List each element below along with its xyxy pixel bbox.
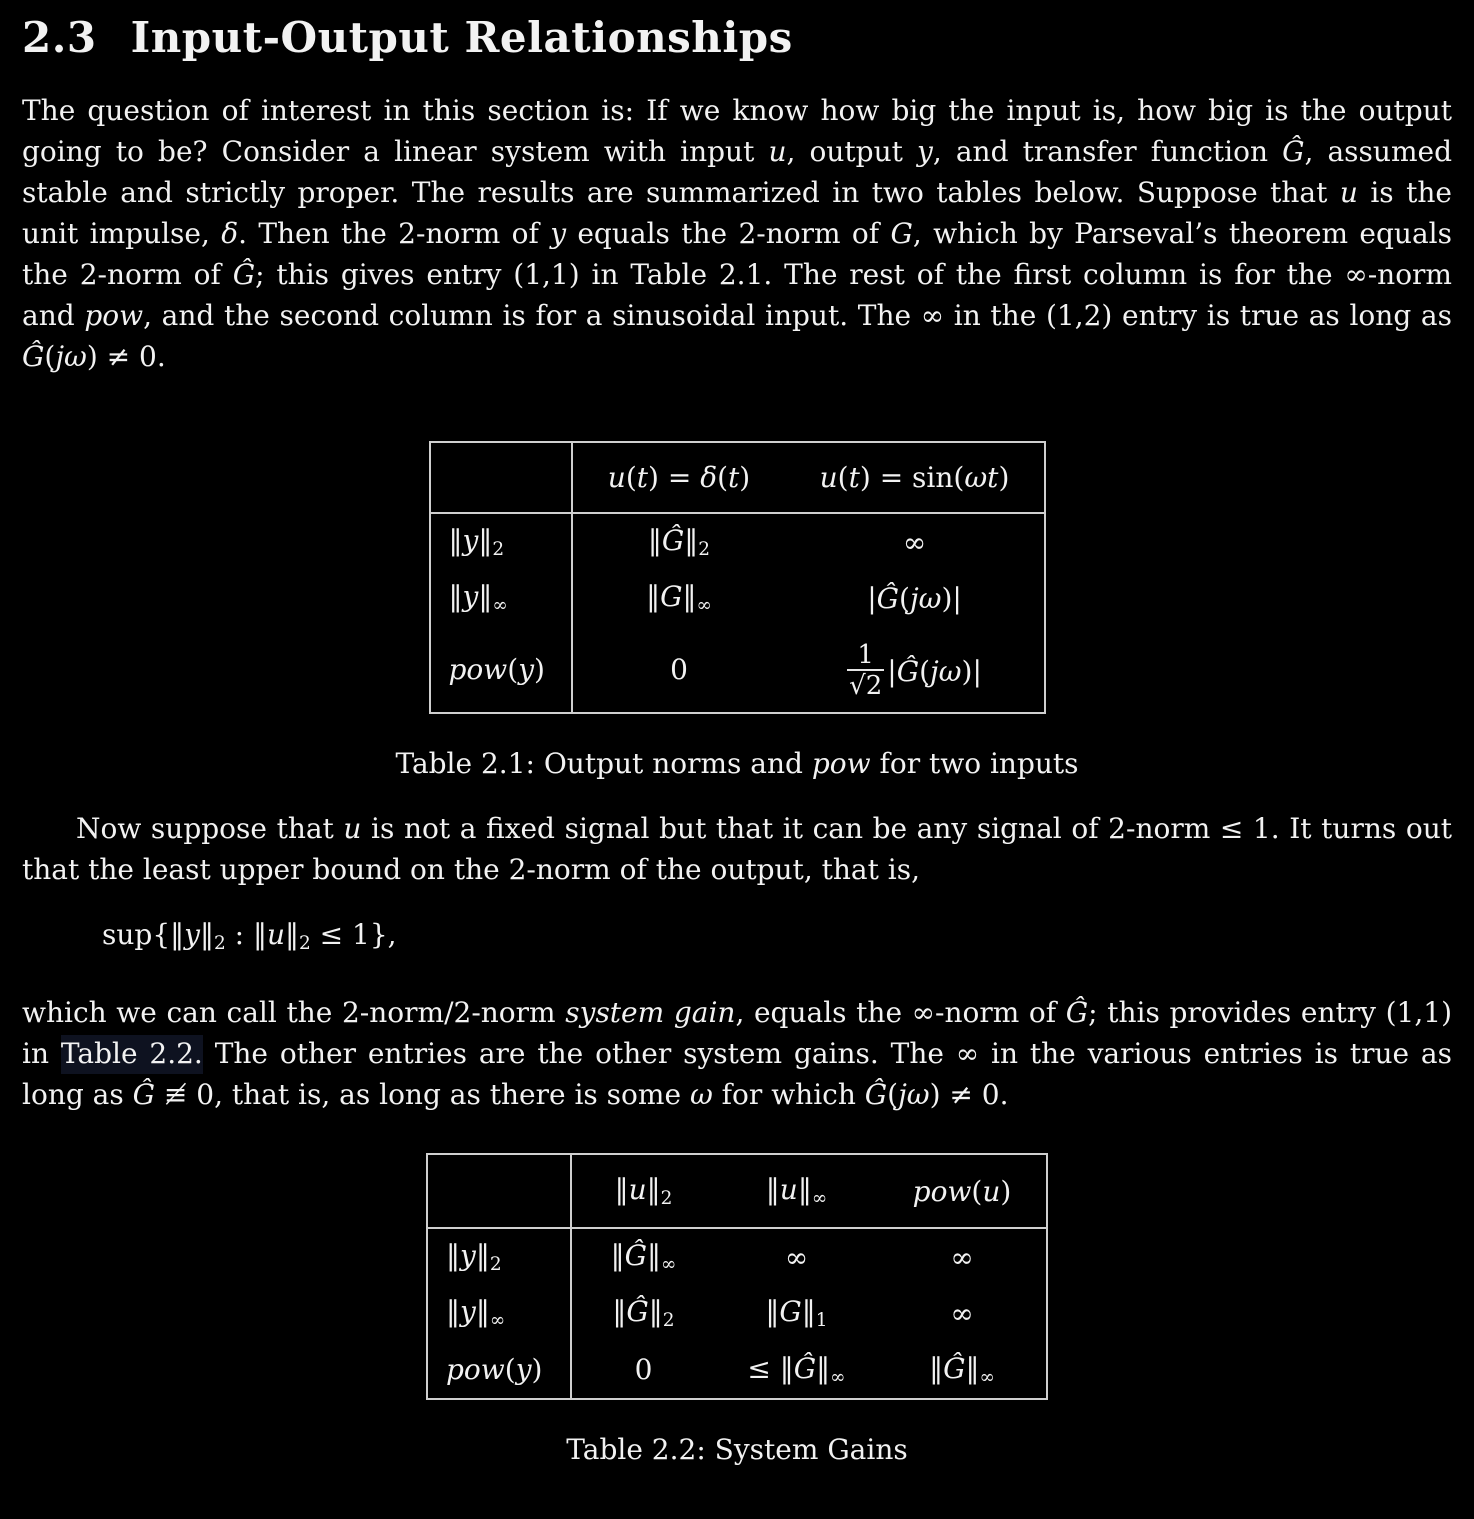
text-segment: t	[848, 461, 860, 495]
paragraph-3	[22, 992, 1452, 1115]
text-segment: ) = sin(	[859, 461, 965, 495]
text-segment: ≤ 1},	[310, 917, 397, 951]
text-segment: , and the second column is for a sinusoidal input. The ∞ in the (1,2) entry is true as long as	[143, 299, 1452, 333]
text-segment: , and transfer function	[932, 135, 1283, 169]
table-header-row	[427, 1154, 1047, 1228]
table-row	[430, 570, 1045, 626]
text-segment: u	[607, 461, 626, 495]
text-segment: 2	[662, 1310, 675, 1332]
text-segment: Now suppose that	[76, 811, 344, 845]
text-segment: ‖	[448, 580, 463, 614]
text-segment: ) ≠ 0.	[929, 1078, 1009, 1111]
text-segment: u	[779, 1173, 798, 1206]
text-segment: ∞	[784, 1240, 809, 1274]
text-segment: t	[728, 461, 740, 495]
table-cell	[786, 570, 1045, 626]
table-row	[427, 1285, 1047, 1341]
text-segment: ∞	[979, 1366, 995, 1388]
text-segment: Table 2.2.	[60, 1037, 203, 1070]
table-2-2-caption	[22, 1433, 1452, 1466]
table-2-1-wrapper	[22, 441, 1452, 714]
text-segment: ‖	[929, 1351, 944, 1385]
text-segment: )	[534, 652, 545, 686]
text-segment: 2	[492, 539, 505, 561]
table-cell	[878, 1342, 1047, 1399]
text-segment: jω	[909, 582, 942, 616]
text-segment: ‖	[285, 917, 300, 951]
text-segment: , equals the ∞-norm of	[735, 996, 1066, 1029]
row-label-cell	[430, 513, 572, 570]
text-segment: Table 2.2: System Gains	[566, 1432, 908, 1466]
column-header-cell	[572, 442, 786, 513]
table-cell	[571, 1342, 715, 1399]
text-segment: pow	[84, 299, 144, 333]
text-segment: )	[998, 461, 1010, 495]
text-segment: (	[504, 1353, 516, 1387]
text-segment: ‖	[765, 1295, 780, 1329]
text-segment: y	[462, 580, 479, 614]
fraction-numerator: 1	[857, 639, 874, 670]
text-segment: system gain	[565, 996, 736, 1029]
text-segment: Ĝ	[232, 258, 256, 292]
text-segment: ‖	[682, 580, 697, 614]
text-segment: ∞	[902, 525, 927, 559]
text-segment: y	[460, 1295, 476, 1329]
corner-cell	[427, 1154, 571, 1228]
text-segment: ‖	[797, 1173, 812, 1206]
text-segment: y	[184, 917, 200, 951]
column-header-cell	[715, 1154, 878, 1228]
text-segment: ∞	[950, 1296, 974, 1330]
text-segment: pow	[811, 746, 871, 780]
text-segment: ; this provides entry (1,1) in	[22, 996, 1453, 1070]
text-segment: Ĝ	[22, 340, 45, 374]
text-segment: (	[887, 1078, 899, 1111]
text-segment: G	[779, 1295, 802, 1329]
fraction-expression	[847, 639, 982, 702]
table-cell	[786, 513, 1045, 570]
table-cell	[571, 1285, 715, 1341]
text-segment: 1	[815, 1310, 828, 1332]
text-segment: ∞	[660, 1254, 677, 1276]
table-cell	[878, 1228, 1047, 1285]
text-segment: Ĝ	[943, 1351, 966, 1385]
fraction-rest	[887, 655, 982, 688]
text-segment: Ĝ	[132, 1078, 156, 1111]
table-cell	[572, 570, 786, 626]
fraction-denominator	[847, 669, 884, 702]
text-segment: jω	[898, 1078, 930, 1111]
text-segment: ‖	[446, 1239, 460, 1273]
row-label-cell	[430, 570, 572, 626]
column-header-cell	[571, 1154, 715, 1228]
table-cell	[715, 1285, 878, 1341]
text-segment: y	[917, 135, 933, 169]
text-segment: sup{	[102, 917, 171, 951]
text-segment: for two inputs	[870, 746, 1079, 780]
text-segment: ≢ 0, that is, as long as there is some	[155, 1078, 690, 1111]
text-segment: 2	[698, 539, 711, 561]
text-segment: ‖	[648, 1295, 663, 1329]
text-segment: u	[266, 917, 286, 951]
text-segment: Ĝ	[626, 1295, 649, 1329]
text-segment: Ĝ	[793, 1351, 817, 1385]
table-cell-fraction	[786, 627, 1045, 713]
text-segment: jω	[930, 655, 962, 689]
text-segment: :	[225, 917, 253, 951]
table-row	[430, 513, 1045, 570]
text-segment: Ĝ	[1282, 135, 1305, 169]
text-segment: y	[518, 652, 535, 686]
text-segment: ‖	[612, 1295, 627, 1329]
text-segment: ; this gives entry (1,1) in Table 2.1. The rest of the first column is for the ∞-norm and	[22, 258, 1452, 333]
text-segment: δ	[221, 217, 239, 251]
table-2-1	[429, 441, 1046, 714]
text-segment: (	[44, 340, 56, 374]
paragraph-2	[22, 808, 1452, 890]
text-segment: ‖	[446, 1295, 460, 1329]
display-equation	[102, 914, 1452, 964]
section-heading	[22, 14, 1452, 62]
text-segment: ‖	[816, 1351, 831, 1385]
text-segment: √	[849, 670, 866, 701]
text-segment: is not a fixed signal but that it can be any signal of 2-norm ≤ 1. It turns out that the least upper bound on the 2-norm of the output, that is,	[22, 811, 1452, 886]
text-segment: u	[768, 135, 787, 169]
text-segment: y	[515, 1353, 532, 1387]
text-segment: Table 2.1: Output norms and	[395, 746, 812, 780]
text-segment: Ĝ	[661, 524, 685, 558]
section-number: 2.3	[22, 13, 97, 62]
text-segment: )|	[941, 582, 962, 616]
text-segment: ∞	[830, 1366, 846, 1388]
text-segment: pow	[446, 1353, 505, 1387]
corner-cell	[430, 442, 572, 513]
text-segment: Ĝ	[876, 582, 899, 616]
text-segment: ‖	[965, 1351, 980, 1385]
text-segment: ‖	[475, 1239, 490, 1273]
text-segment: for which	[712, 1078, 865, 1111]
text-segment: ‖	[765, 1173, 780, 1206]
text-segment: ω	[689, 1078, 713, 1111]
text-segment: ‖	[448, 524, 463, 558]
text-segment: )|	[961, 655, 982, 689]
text-segment: which we can call the 2-norm/2-norm	[22, 996, 566, 1029]
table-cell	[572, 513, 786, 570]
text-segment: ‖	[199, 917, 214, 951]
text-segment: )	[531, 1353, 543, 1387]
text-segment: ‖	[684, 524, 699, 558]
text-segment: |	[867, 582, 877, 616]
text-segment: 2	[865, 670, 883, 701]
text-segment: ‖	[614, 1173, 629, 1206]
text-segment: . Then the 2-norm of	[238, 217, 551, 251]
text-segment: (	[971, 1174, 983, 1208]
table-row	[430, 627, 1045, 713]
column-header-cell	[786, 442, 1045, 513]
text-segment: ‖	[801, 1295, 816, 1329]
text-segment: 2	[299, 933, 311, 954]
text-segment: Ĝ	[864, 1078, 888, 1111]
fraction	[847, 639, 884, 702]
section-title: Input-Output Relationships	[130, 13, 793, 62]
table-2-1-caption	[22, 747, 1452, 780]
text-segment: (	[919, 655, 930, 689]
text-segment: 0	[670, 652, 688, 686]
text-segment: (	[717, 461, 729, 495]
text-segment: ωt	[964, 461, 999, 495]
table-cell	[571, 1228, 715, 1285]
text-segment: , which by Parseval’s theorem equals the 2-norm of	[22, 217, 1452, 292]
text-segment: The question of interest in this section is: If we know how big the input is, how big is the output going to be? Consider a linear system with input	[22, 94, 1452, 169]
text-segment: ‖	[478, 524, 493, 558]
text-segment: )	[1000, 1174, 1012, 1208]
text-segment: pow	[448, 652, 508, 686]
text-segment: jω	[55, 340, 87, 374]
text-segment: 0	[634, 1353, 653, 1387]
text-segment: u	[819, 461, 838, 495]
paragraph-1	[22, 90, 1452, 377]
text-segment: ∞	[811, 1188, 828, 1210]
text-segment: Ĝ	[1065, 996, 1089, 1029]
text-segment: Ĝ	[624, 1239, 647, 1273]
text-segment: ) ≠ 0.	[86, 340, 166, 374]
text-segment: ≤ ‖	[747, 1351, 794, 1385]
text-segment: u	[628, 1173, 647, 1206]
table-header-row	[430, 442, 1045, 513]
text-segment: y	[460, 1239, 476, 1273]
text-segment: ∞	[492, 595, 508, 617]
text-segment: pow	[912, 1174, 972, 1208]
text-segment: equals the 2-norm of	[566, 217, 891, 251]
table-2-2-wrapper	[22, 1153, 1452, 1400]
text-segment: (	[837, 461, 849, 495]
row-label-cell	[427, 1228, 571, 1285]
text-segment: δ	[700, 461, 718, 495]
table-row	[427, 1342, 1047, 1399]
table-2-2	[426, 1153, 1048, 1400]
text-segment: ‖	[170, 917, 185, 951]
text-segment: (	[625, 461, 637, 495]
table-cell	[878, 1285, 1047, 1341]
row-label-cell	[427, 1285, 571, 1341]
text-segment: ‖	[252, 917, 267, 951]
text-segment: ∞	[950, 1240, 974, 1274]
table-cell	[715, 1342, 878, 1399]
text-segment: (	[899, 582, 910, 616]
text-segment: |	[887, 655, 897, 689]
text-segment: G	[660, 580, 683, 614]
text-segment: Ĝ	[896, 655, 920, 689]
text-segment: ‖	[646, 1239, 661, 1273]
text-segment: , assumed stable and strictly proper. The results are summarized in two tables below. Suppose that	[22, 135, 1452, 210]
text-segment: G	[890, 217, 913, 251]
table-cell	[715, 1228, 878, 1285]
text-segment: u	[982, 1174, 1001, 1208]
text-segment: y	[462, 524, 479, 558]
row-label-cell	[427, 1342, 571, 1399]
text-segment: , output	[786, 135, 917, 169]
text-segment: ∞	[489, 1310, 506, 1332]
text-segment: ‖	[610, 1239, 625, 1273]
text-segment: u	[1339, 176, 1358, 210]
text-segment: ‖	[475, 1295, 490, 1329]
text-segment: ‖	[478, 580, 493, 614]
text-segment: u	[343, 811, 362, 845]
text-segment: (	[507, 652, 519, 686]
text-segment: ‖	[646, 580, 661, 614]
text-segment: t	[636, 461, 649, 495]
text-segment: y	[550, 217, 567, 251]
text-segment: The other entries are the other system gains. The ∞ in the various entries is true as long as	[22, 1037, 1452, 1111]
row-label-cell	[430, 627, 572, 713]
text-segment: ‖	[646, 1173, 661, 1206]
text-segment: ) =	[648, 461, 701, 495]
text-segment: 2	[213, 933, 226, 954]
column-header-cell	[878, 1154, 1047, 1228]
text-segment: ‖	[647, 524, 662, 558]
text-segment: 2	[489, 1254, 502, 1276]
text-segment: is the unit impulse,	[22, 176, 1452, 251]
table-cell	[572, 627, 786, 713]
text-segment: )	[739, 461, 751, 495]
table-row	[427, 1228, 1047, 1285]
text-segment: ∞	[696, 595, 712, 617]
text-segment: 2	[660, 1188, 673, 1210]
